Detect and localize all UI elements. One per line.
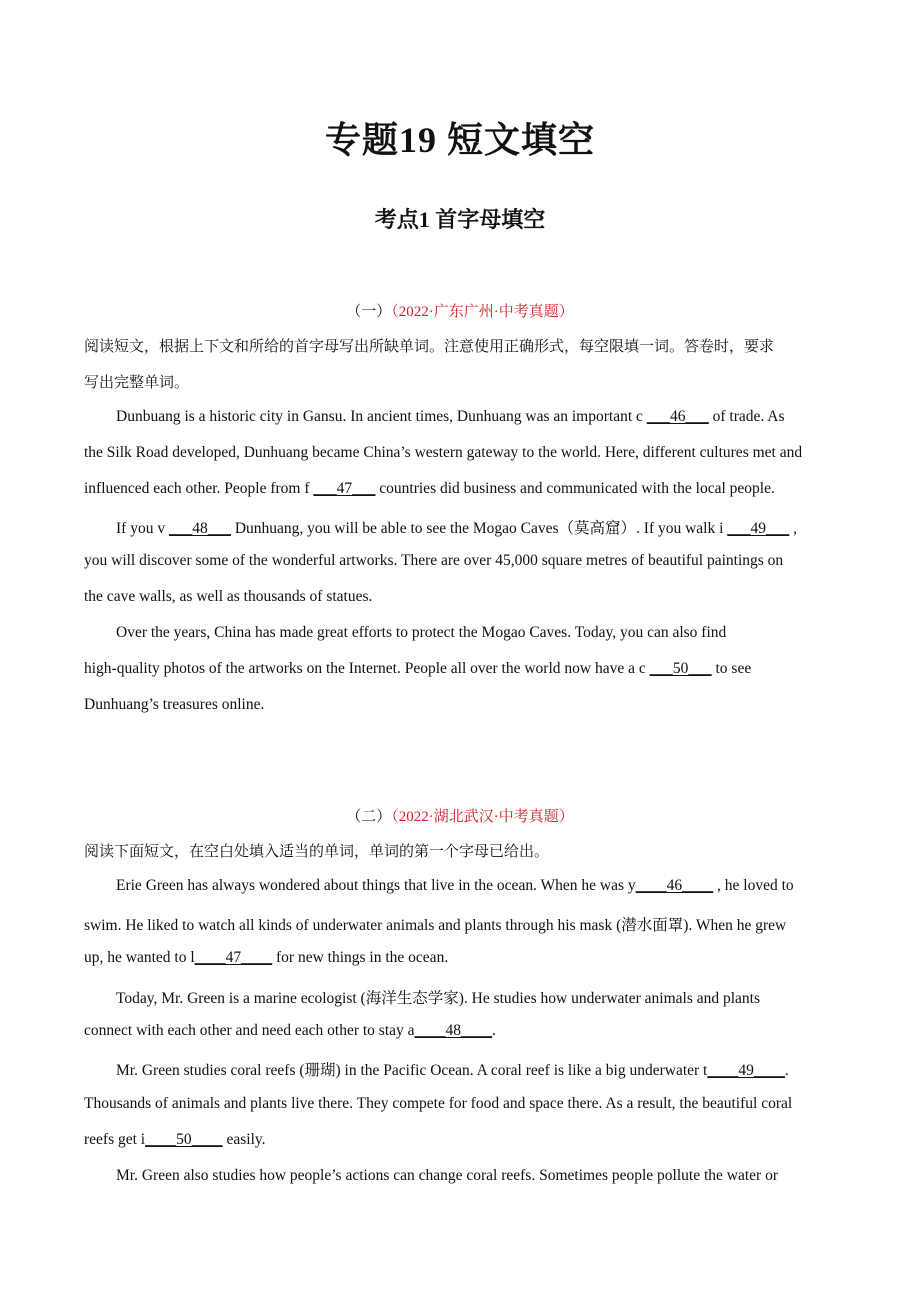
blank-50[interactable]: ___50___: [649, 660, 712, 677]
section-subtitle: 考点1 首字母填空: [374, 207, 546, 232]
passage-line: Erie Green has always wondered about things that live in the ocean. When he was y____46____ , he loved to: [116, 877, 794, 894]
blank-49[interactable]: ___49___: [727, 520, 790, 537]
passage-line: Dunbuang is a historic city in Gansu. In ancient times, Dunhuang was an important c ___46___ of trade. As: [116, 408, 785, 425]
question-source-2: [0, 805, 920, 826]
passage-line: high-quality photos of the artworks on the Internet. People all over the world now have a c ___50___ to see: [84, 660, 752, 677]
blank-50[interactable]: ____50____: [145, 1131, 223, 1148]
instructions: 阅读短文，根据上下文和所给的首字母写出所缺单词。注意使用正确形式，每空限填一词。答卷时，要求: [84, 339, 775, 355]
passage-line: reefs get i____50____ easily.: [84, 1131, 266, 1148]
source-prefix: （一）: [346, 304, 392, 320]
passage-line: Mr. Green studies coral reefs (珊瑚) in the Pacific Ocean. A coral reef is like a big underwater t____49____.: [116, 1062, 789, 1079]
instructions: 阅读下面短文，在空白处填入适当的单词，单词的第一个字母已给出。: [84, 844, 550, 860]
passage-line: up, he wanted to l____47____ for new things in the ocean.: [84, 949, 449, 966]
passage-line: influenced each other. People from f ___47___ countries did business and communicated with the local people.: [84, 480, 775, 497]
blank-48[interactable]: ____48____: [414, 1022, 493, 1039]
passage-line: Thousands of animals and plants live there. They compete for food and space there. As a result, the beautiful coral: [84, 1095, 793, 1112]
blank-49[interactable]: ____49____: [707, 1062, 785, 1079]
passage-line: swim. He liked to watch all kinds of underwater animals and plants through his mask (潜水面罩). When he grew: [84, 917, 787, 934]
blank-46[interactable]: ___46___: [646, 408, 709, 425]
blank-48[interactable]: ___48___: [168, 520, 231, 537]
blank-47[interactable]: ___47___: [313, 480, 376, 497]
passage-line: Dunhuang’s treasures online.: [84, 696, 265, 713]
passage-line: If you v ___48___ Dunhuang, you will be able to see the Mogao Caves（莫高窟）. If you walk i ___49___ ,: [116, 520, 798, 537]
source-label: （2022·广东广州·中考真题）: [391, 304, 574, 320]
passage-line: Mr. Green also studies how people’s actions can change coral reefs. Sometimes people pollute the water or: [116, 1167, 778, 1184]
blank-47[interactable]: ____47____: [194, 949, 273, 966]
instructions-cont: 写出完整单词。: [84, 375, 190, 391]
passage-line: the Silk Road developed, Dunhuang became China’s western gateway to the world. Here, different cultures met and: [84, 444, 803, 461]
question-source-1: [0, 300, 920, 321]
passage-line: Over the years, China has made great efforts to protect the Mogao Caves. Today, you can also find: [116, 624, 727, 641]
page-title: 专题19 短文填空: [324, 120, 595, 160]
passage-line: Today, Mr. Green is a marine ecologist (海洋生态学家). He studies how underwater animals and plants: [116, 990, 761, 1007]
passage-line: you will discover some of the wonderful artworks. There are over 45,000 square metres of beautiful paintings on: [84, 552, 784, 569]
passage-line: connect with each other and need each other to stay a____48____.: [84, 1022, 496, 1039]
passage-line: the cave walls, as well as thousands of statues.: [84, 588, 373, 605]
source-label: （2022·湖北武汉·中考真题）: [391, 809, 574, 825]
source-prefix: （二）: [346, 809, 392, 825]
blank-46[interactable]: ____46____: [635, 877, 714, 894]
